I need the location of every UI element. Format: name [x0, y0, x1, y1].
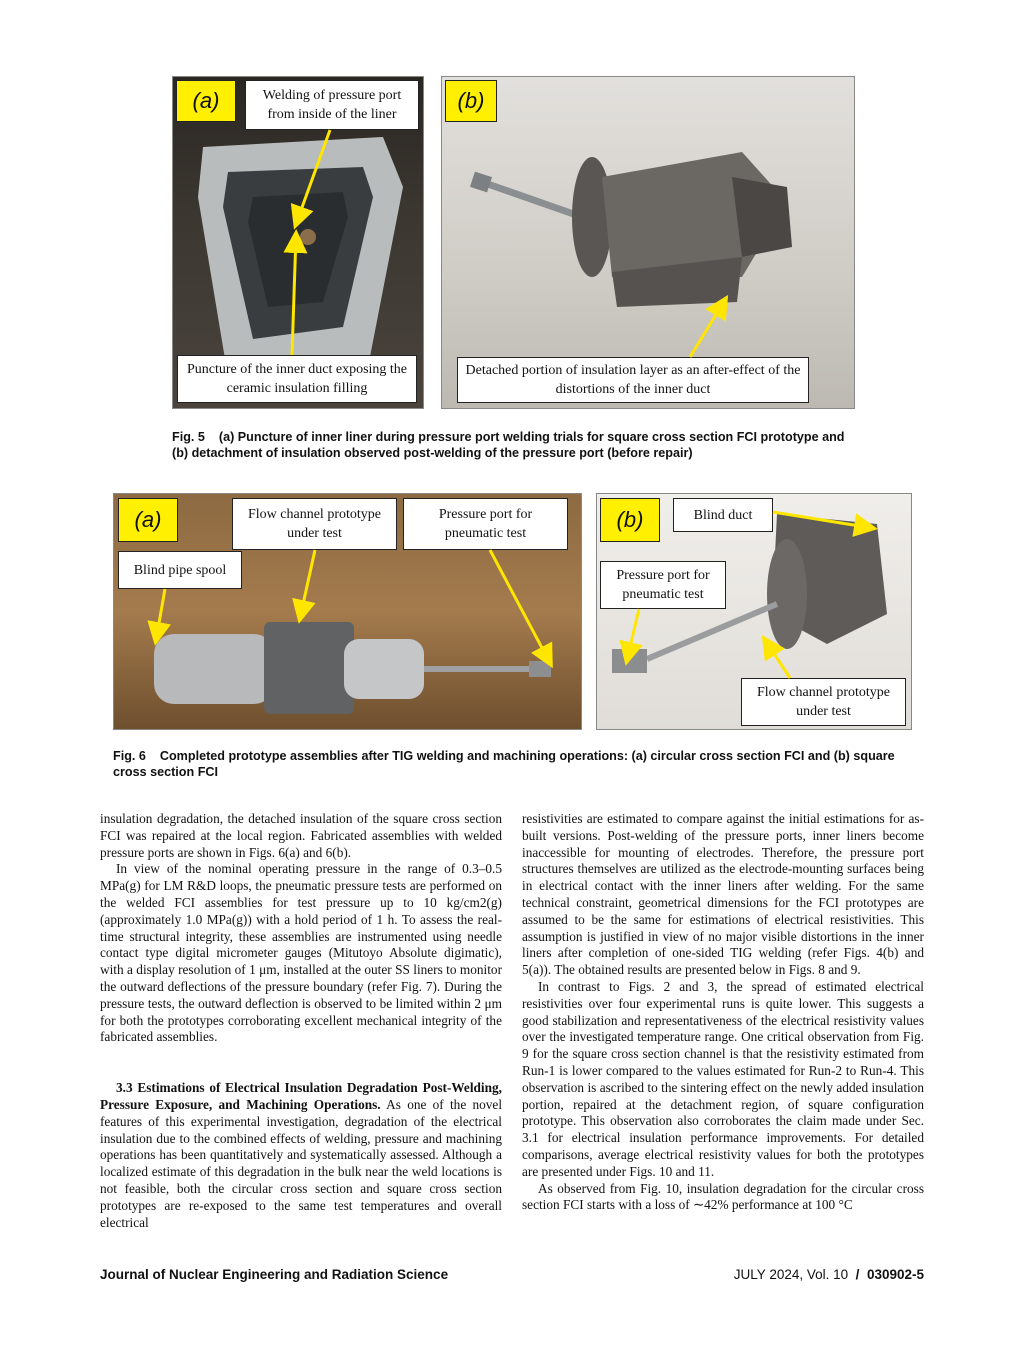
fig6-caption-label: Fig. 6 — [113, 749, 146, 763]
fig5-callout-detached-insulation: Detached portion of insulation layer as an after-effect of the distortions of the inner duct — [457, 357, 809, 403]
fig5-caption-label: Fig. 5 — [172, 430, 205, 444]
fig6-callout-pressure-port-b: Pressure port for pneumatic test — [600, 561, 726, 609]
fig5-caption-text: (a) Puncture of inner liner during pressure port welding trials for square cross section FCI prototype and (b) detachment of insulation observed post-welding of the pressure port (before repair) — [172, 430, 845, 460]
fig5-callout-welding-port: Welding of pressure port from inside of the liner — [245, 80, 419, 130]
right-column — [522, 811, 924, 1214]
right-paragraph-2: In contrast to Figs. 2 and 3, the spread of estimated electrical resistivities over four experimental runs is quite lower. This suggests a good stabilization and representativeness of the electrical resistivity values over the investigated temperature range. One critical observation from Fig. 9 for the square cross section channel is that the resistivity estimated from Run-1 is lower compared to the values estimated for Run-2 to Run-4. This observation is ascribed to the sintering effect on the newly added insulation portion, repaired at the detachment region, of square configuration prototype. This observation also corroborates the claim made under Sec. 3.1 for electrical insulation performance improvements. For detailed comparisons, average electrical resistivity values for both the prototypes are presented under Figs. 10 and 11. — [522, 978, 924, 1179]
fig6-panel-a-tag: (a) — [118, 498, 178, 542]
section-heading-3-3: 3.3 Estimations of Electrical Insulation Degradation Post-Welding, Pressure Exposure, and Machining Operations. — [100, 1080, 502, 1112]
fig5-callout-puncture: Puncture of the inner duct exposing the ceramic insulation filling — [177, 355, 417, 403]
left-column — [100, 811, 502, 1231]
fig6-callout-blind-spool: Blind pipe spool — [118, 551, 242, 589]
footer-issue-page — [734, 1267, 924, 1282]
fig6-callout-flow-channel: Flow channel prototype under test — [232, 498, 397, 550]
left-paragraph-1: insulation degradation, the detached insulation of the square cross section FCI was repaired at the local region. Fabricated assemblies with welded pressure ports are shown in Figs. 6(a) and 6(b). — [100, 811, 502, 860]
fig6-callout-flow-channel-b: Flow channel prototype under test — [741, 678, 906, 726]
fig6-callout-blind-duct: Blind duct — [673, 498, 773, 532]
right-paragraph-1: resistivities are estimated to compare against the initial estimations for as-built versions. Post-welding of the pressure ports, inner liners become inaccessible for mounting of electrodes. Therefore, the pressure port structures themselves are utilized as the electrode-mounting surfaces being in electrical contact with the inner liners after welding. For the same technical constraint, geometrical dimensions for the FCI prototypes are assumed to be the same for estimations of electrical resistivities. This assumption is justified in view of no major visible distortions in the inner liners after completion of one-sided TIG welding (refer Figs. 4(b) and 5(a)). The obtained results are presented below in Figs. 8 and 9. — [522, 811, 924, 978]
fig5-panel-b-tag: (b) — [445, 80, 497, 122]
footer-issue: JULY 2024, Vol. 10 — [733, 1267, 849, 1282]
fig6-panel-b-tag: (b) — [600, 498, 660, 542]
right-paragraph-3: As observed from Fig. 10, insulation degradation for the circular cross section FCI starts with a loss of ∼42% performance at 100 °C — [522, 1180, 924, 1213]
fig6-caption — [113, 748, 913, 780]
fig6-caption-text: Completed prototype assemblies after TIG welding and machining operations: (a) circular cross section FCI and (b) square cross section FCI — [113, 749, 895, 779]
left-paragraph-3: As one of the novel features of this experimental investigation, degradation of the electrical insulation due to the combined effects of welding, pressure and machining operations has been quantitatively and systematically assessed. Although a localized estimate of this degradation in the bulk near the weld locations is not feasible, both the circular cross section and square cross section prototypes are re-exposed to the same test temperatures and overall electrical — [100, 1096, 503, 1230]
footer-journal: Journal of Nuclear Engineering and Radiation Science — [100, 1267, 449, 1282]
fig6-callout-pressure-port: Pressure port for pneumatic test — [403, 498, 568, 550]
fig5-panel-a-tag: (a) — [176, 80, 236, 122]
left-paragraph-2: In view of the nominal operating pressure in the range of 0.3–0.5 MPa(g) for LM R&D loops, the pneumatic pressure tests are performed on the welded FCI assemblies for test pressure up to 10 kg/cm2(g) (approximately 1.0 MPa(g)) with a hold period of 1 h. To assess the real-time structural integrity, these assemblies are instrumented using needle contact type digital micrometer gauges (Mitutoyo Absolute digimatic), with a display resolution of 1 μm, installed at the outer SS liners to monitor the outward deflections of the pressure boundary (refer Fig. 7). During the pressure tests, the outward deflection is observed to be limited within 2 μm for both the prototypes corroborating excellent mechanical integrity of the fabricated assemblies. — [100, 861, 502, 1045]
fig5-caption — [172, 429, 862, 461]
footer-separator: / — [855, 1267, 860, 1282]
footer-page: 030902-5 — [866, 1267, 924, 1282]
